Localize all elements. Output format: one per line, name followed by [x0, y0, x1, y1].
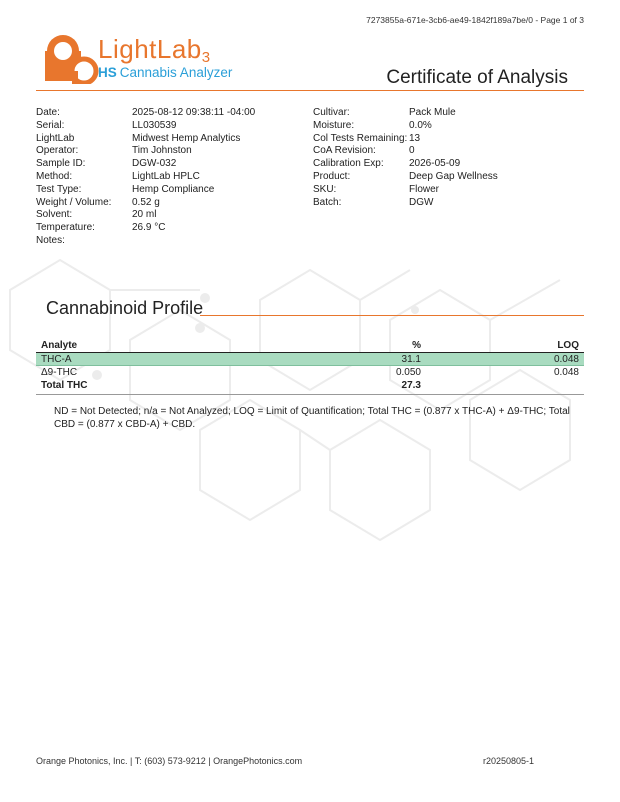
section-title: Cannabinoid Profile: [46, 298, 204, 318]
legend-notes: ND = Not Detected; n/a = Not Analyzed; LOQ = Limit of Quantification; Total THC = (0.877 x THC-A) + Δ9-THC; Total CBD = (0.877 x CBD-A) + CBD.: [54, 406, 570, 430]
cannabinoid-table: [36, 339, 584, 395]
info-label: Moisture:: [313, 119, 355, 131]
info-row: [36, 235, 255, 248]
total-loq: [429, 379, 579, 392]
info-value: 0.0%: [409, 119, 432, 131]
header-loq: LOQ: [557, 340, 579, 351]
info-label: Calibration Exp:: [313, 158, 384, 170]
info-value: LL030539: [132, 119, 177, 131]
page-title: Certificate of Analysis: [386, 67, 568, 88]
info-row: [313, 107, 498, 120]
header-percent: %: [412, 340, 421, 351]
info-row: [313, 133, 498, 146]
total-percent: 27.3: [401, 380, 421, 391]
info-label: Temperature:: [36, 222, 95, 234]
footer-contact: Orange Photonics, Inc. | T: (603) 573-9212 | OrangePhotonics.com: [36, 756, 303, 766]
sample-info-left: [36, 107, 255, 248]
info-row: [36, 209, 255, 222]
info-value: Tim Johnston: [132, 145, 192, 157]
info-label: Test Type:: [36, 183, 82, 195]
table-header: [36, 339, 584, 353]
loq-cell: 0.048: [553, 354, 579, 365]
info-value: DGW: [409, 196, 434, 208]
info-row: [36, 145, 255, 158]
info-value: LightLab HPLC: [132, 170, 200, 182]
info-value: Pack Mule: [409, 107, 456, 118]
info-row: [36, 184, 255, 197]
info-row: [36, 107, 255, 120]
info-label: SKU:: [313, 183, 337, 195]
logo-name: LightLab$_3$: [98, 34, 211, 66]
info-label: Method:: [36, 170, 73, 182]
info-value: 13: [409, 132, 421, 144]
info-row: [313, 120, 498, 133]
info-row: [313, 158, 498, 171]
sample-info-right: [313, 107, 498, 209]
info-row: [36, 197, 255, 210]
table-bottom-rule: [36, 394, 584, 395]
analyte-cell: THC-A: [41, 354, 72, 365]
total-label: Total THC: [41, 380, 88, 391]
logo-subtitle: HS Cannabis Analyzer: [98, 65, 233, 80]
info-row: [36, 120, 255, 133]
analyte-cell: Δ9-THC: [41, 367, 78, 378]
header-analyte: Analyte: [41, 340, 78, 351]
info-value: 20 ml: [132, 209, 157, 221]
info-label: Weight / Volume:: [36, 196, 112, 208]
info-label: Serial:: [36, 119, 65, 131]
info-row: [313, 145, 498, 158]
info-label: Col Tests Remaining:: [313, 132, 408, 144]
info-value: 2026-05-09: [409, 158, 461, 170]
info-label: LightLab: [36, 132, 75, 144]
info-value: DGW-032: [132, 158, 177, 170]
info-row: [313, 197, 498, 210]
lightlab-logo: [43, 34, 263, 84]
percent-cell: 31.1: [401, 354, 421, 365]
table-row: [36, 353, 584, 366]
info-label: Batch:: [313, 196, 342, 208]
table-row: [36, 366, 584, 379]
info-label: Product:: [313, 170, 351, 182]
header-divider: [36, 90, 584, 91]
info-label: Operator:: [36, 145, 79, 157]
info-value: Flower: [409, 183, 440, 195]
info-value: Hemp Compliance: [132, 183, 215, 195]
footer-revision: r20250805-1: [482, 756, 534, 766]
info-value: 26.9 °C: [132, 222, 166, 234]
info-row: [36, 158, 255, 171]
info-value: 0: [409, 145, 415, 157]
info-row: [313, 171, 498, 184]
op-logo-mark: [43, 34, 103, 84]
info-value: 2025-08-12 09:38:11 -04:00: [132, 107, 256, 118]
info-value: Midwest Hemp Analytics: [132, 132, 241, 144]
percent-cell: 0.050: [395, 367, 421, 378]
total-row: [36, 379, 584, 392]
info-label: Cultivar:: [313, 107, 350, 118]
info-label: Sample ID:: [36, 158, 86, 170]
info-row: [36, 222, 255, 235]
section-divider: [200, 315, 584, 316]
info-value: 0.52 g: [132, 196, 160, 208]
info-label: Solvent:: [36, 209, 73, 221]
info-label: CoA Revision:: [313, 145, 376, 157]
info-label: Date:: [36, 107, 60, 118]
document-id: 7273855a-671e-3cb6-ae49-1842f189a7be/0 - Page 1 of 3: [366, 15, 584, 25]
info-row: [313, 184, 498, 197]
info-row: [36, 171, 255, 184]
hexagon-background: [0, 250, 620, 550]
info-value: Deep Gap Wellness: [409, 170, 498, 182]
info-row: [36, 133, 255, 146]
loq-cell: 0.048: [553, 367, 579, 378]
info-label: Notes:: [36, 234, 65, 246]
